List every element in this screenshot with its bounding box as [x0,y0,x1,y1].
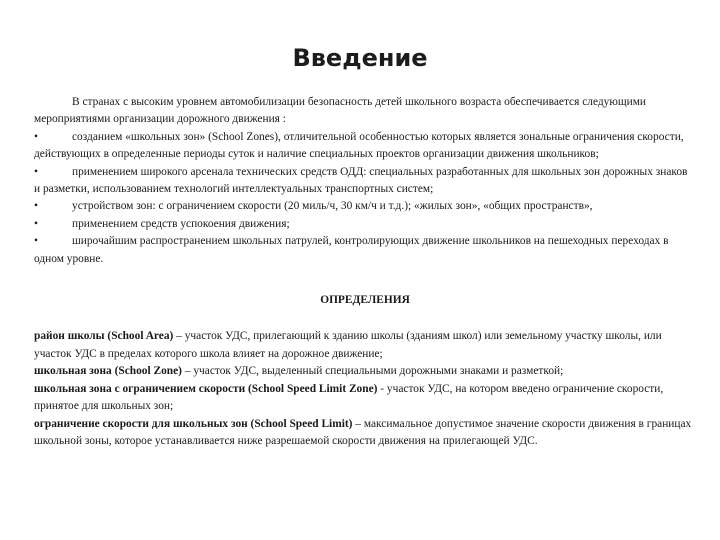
document-body [34,94,696,450]
definition-text: - участок УДС, на котором введено ограничение скорости, принятое для школьных зон; [34,382,664,413]
bullet-text: применением средств успокоения движения; [72,217,290,230]
bullet-text: устройством зон: с ограничением скорости (20 миль/ч, 30 км/ч и т.д.); «жилых зон», «общих пространств», [72,200,593,213]
page-title: Введение [292,44,428,72]
bullet-icon: • [34,165,38,178]
definitions-heading: ОПРЕДЕЛЕНИЯ [320,294,410,307]
bullet-icon: • [34,217,38,230]
bullet-item [34,164,696,199]
bullet-text: широчайшим распространением школьных патрулей, контролирующих движение школьников на пешеходных переходах в одном уровне. [34,235,669,265]
intro-paragraph: В странах с высоким уровнем автомобилизации безопасность детей школьного возраста обеспечивается следующими мероприятиями организации дорожного движения : [34,96,647,126]
definition-term: школьная зона (School Zone) [34,365,182,378]
bullet-item [34,129,696,164]
bullet-item [34,216,696,233]
definition-item [34,416,696,451]
bullet-icon: • [34,235,38,248]
definition-item [34,381,696,416]
bullet-text: применением широкого арсенала технических средств ОДД: специальных разработанных для школьных зон дорожных знаков и разметки, использованием технологий интеллектуальных транспортных систем; [34,165,688,196]
bullet-icon: • [34,130,38,143]
definition-text: – участок УДС, выделенный специальными дорожными знаками и разметкой; [181,365,564,378]
bullet-item [34,233,696,268]
bullet-item [34,198,696,215]
definition-term: ограничение скорости для школьных зон (School Speed Limit) [34,417,353,430]
definition-text: – участок УДС, прилегающий к зданию школы (зданиям школ) или земельному участку школы, или участок УДС в пределах которого школа влияет на дорожное движение; [34,330,662,360]
definition-text: – максимальное допустимое значение скорости движения в границах школьной зоны, которое устанавливается ниже разрешаемой скорости движения на прилегающей УДС. [34,417,692,447]
definition-term: школьная зона с ограничением скорости (School Speed Limit Zone) [34,382,378,395]
bullet-text: созданием «школьных зон» (School Zones), отличительной особенностью которых является зональные ограничения скорости, действующих в определенные периоды суток и наличие специальных проектов организации движения школьников; [34,130,684,161]
bullet-icon: • [34,200,38,213]
definition-item [34,328,696,363]
definition-item [34,363,696,380]
definition-term: район школы (School Area) [34,330,174,343]
